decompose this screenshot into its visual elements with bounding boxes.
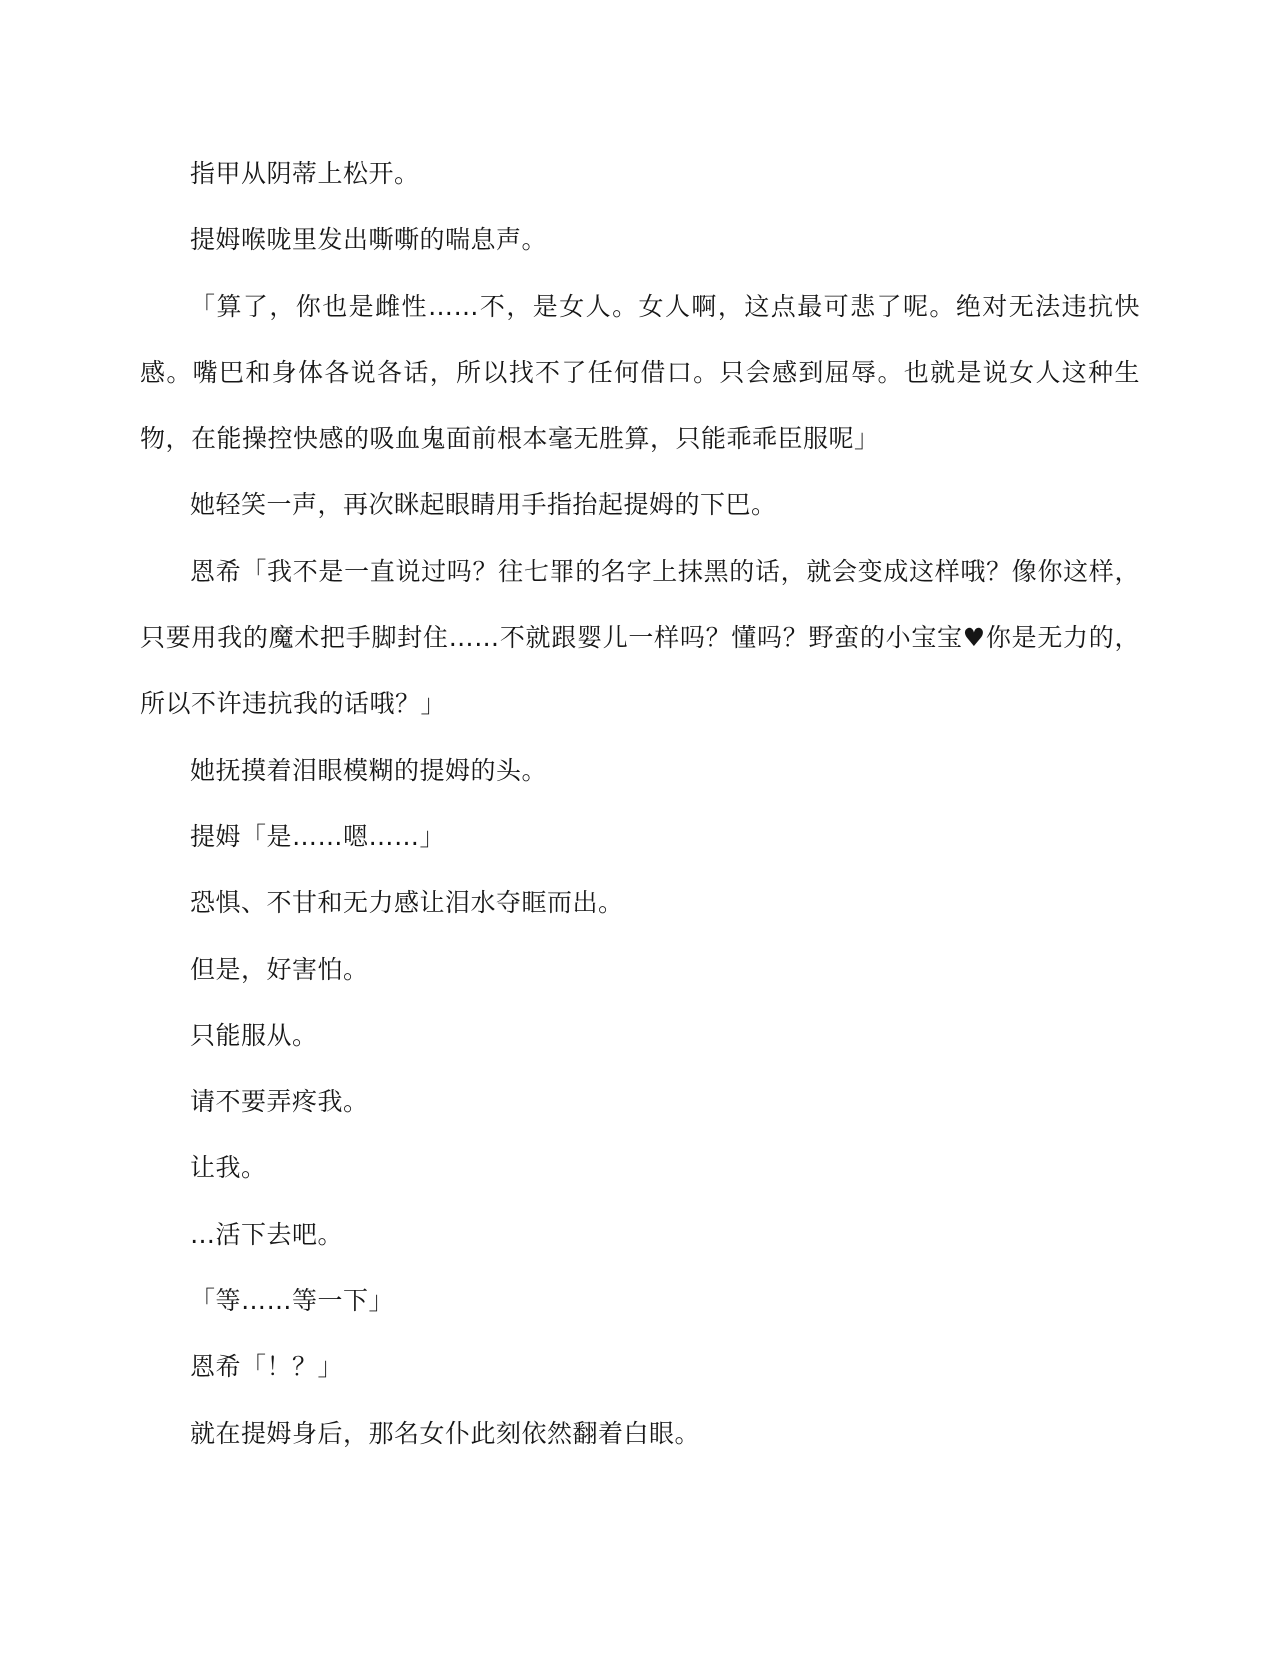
paragraph-09: 但是，好害怕。: [190, 954, 369, 984]
paragraph-11: 请不要弄疼我。: [190, 1087, 369, 1117]
paragraph-01: 指甲从阴蒂上松开。: [190, 159, 420, 188]
paragraph-08: 恐惧、不甘和无力感让泪水夺眶而出。: [190, 888, 624, 918]
paragraph-15: 恩希「！？」: [190, 1352, 344, 1382]
paragraph-12: 让我。: [190, 1153, 267, 1183]
paragraph-05: 恩希「我不是一直说过吗？往七罪的名字上抹黑的话，就会变成这样哦？像你这样，只要用我的魔术把手脚封住……不就跟婴儿一样吗？懂吗？野蛮的小宝宝♥你是无力的，所以不许违抗我的话哦？」: [140, 556, 1140, 719]
text-content: [140, 141, 1140, 1467]
paragraph-06: 她抚摸着泪眼模糊的提姆的头。: [190, 755, 548, 785]
paragraph-14: 「等……等一下」: [190, 1286, 395, 1316]
paragraph-07: 提姆「是……嗯……」: [190, 821, 446, 851]
paragraph-04: 她轻笑一声，再次眯起眼睛用手指抬起提姆的下巴。: [190, 490, 777, 520]
paragraph-16: 就在提姆身后，那名女仆此刻依然翻着白眼。: [190, 1418, 701, 1448]
paragraph-02: 提姆喉咙里发出嘶嘶的喘息声。: [190, 225, 548, 255]
paragraph-13: …活下去吧。: [190, 1219, 344, 1249]
paragraph-03: 「算了，你也是雌性……不，是女人。女人啊，这点最可悲了呢。绝对无法违抗快感。嘴巴和身体各说各话，所以找不了任何借口。只会感到屈辱。也就是说女人这种生物，在能操控快感的吸血鬼面前根本毫无胜算，只能乖乖臣服呢」: [140, 291, 1140, 454]
paragraph-10: 只能服从。: [190, 1020, 318, 1050]
